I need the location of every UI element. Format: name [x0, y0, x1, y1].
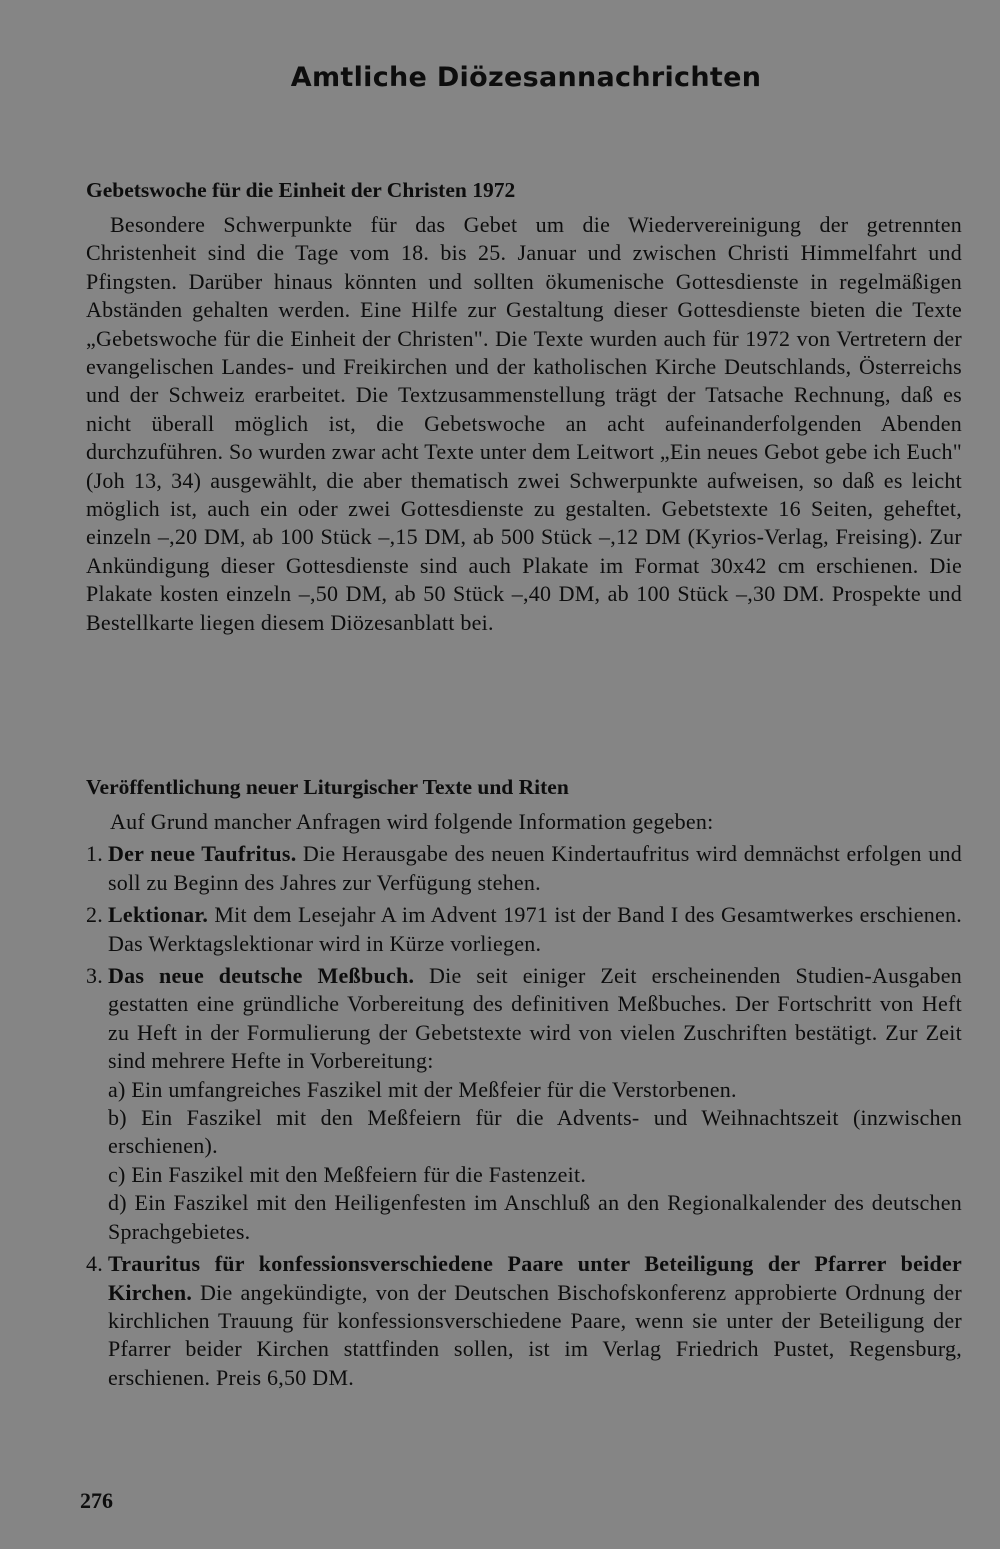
sub-item: b) Ein Faszikel mit den Meßfeiern für die Advents- und Weihnachtszeit (inzwischen erschienen). [108, 1105, 962, 1159]
item-text: Die angekündigte, von der Deutschen Bischofskonferenz approbierte Ordnung der kirchlichen Trauung für konfessionsverschiedene Paare, wenn sie unter der Beteiligung der Pfarrer beider Kirchen stattfinden sollen, ist im Verlag Friedrich Pustet, Regensburg, erschienen. Preis 6,50 DM. [108, 1279, 962, 1390]
section-heading: Veröffentlichung neuer Liturgischer Texte und Riten [86, 775, 569, 799]
section-heading: Gebetswoche für die Einheit der Christen 1972 [86, 178, 516, 202]
item-text: Mit dem Lesejahr A im Advent 1971 ist der Band I des Gesamtwerkes erschienen. Das Werktagslektionar wird in Kürze vorliegen. [108, 902, 962, 956]
list-item-trauritus [86, 1250, 962, 1392]
section-paragraph: Besondere Schwerpunkte für das Gebet um die Wiedervereinigung der getrennten Christenheit sind die Tage vom 18. bis 25. Januar und zwischen Christi Himmelfahrt und Pfingsten. Darüber hinaus könnten und sollten ökumenische Gottesdienste in regelmäßigen Abständen gehalten werden. Eine Hilfe zur Gestaltung dieser Gottesdienste bieten die Texte „Gebetswoche für die Einheit der Christen". Die Texte wurden auch für 1972 von Vertretern der evangelischen Landes- und Freikirchen und der katholischen Kirche Deutschlands, Österreichs und der Schweiz erarbeitet. Die Textzusammenstellung trägt der Tatsache Rechnung, daß es nicht überall möglich ist, die Gebetswoche an acht aufeinanderfolgenden Abenden durchzuführen. So wurden zwar acht Texte unter dem Leitwort „Ein neues Gebot gebe ich Euch" (Joh 13, 34) ausgewählt, die aber thematisch zwei Schwerpunkte aufweisen, so daß es leicht möglich ist, auch ein oder zwei Gottesdienste zu gestalten. Gebetstexte 16 Seiten, geheftet, einzeln –,20 DM, ab 100 Stück –,15 DM, ab 500 Stück –,12 DM (Kyrios-Verlag, Freising). Zur Ankündigung dieser Gottesdienste sind auch Plakate im Format 30x42 cm erschienen. Die Plakate kosten einzeln –,50 DM, ab 50 Stück –,40 DM, ab 100 Stück –,30 DM. Prospekte und Bestellkarte liegen diesem Diözesanblatt bei. [86, 212, 962, 635]
sub-item: a) Ein umfangreiches Faszikel mit der Meßfeier für die Verstorbenen. [108, 1076, 737, 1102]
page-number: 276 [80, 1488, 113, 1513]
item-title: Trauritus für konfessionsverschiedene Paare unter Beteiligung der Pfarrer beider Kirchen. [108, 1251, 962, 1305]
sub-item: c) Ein Faszikel mit den Meßfeiern für die Fastenzeit. [108, 1161, 587, 1187]
list-item-lektionar [86, 901, 962, 958]
item-number: 1. [86, 841, 103, 867]
item-title: Lektionar. [108, 902, 209, 928]
item-number: 2. [86, 902, 103, 928]
list-item-messbuch [86, 962, 962, 1246]
item-number: 4. [86, 1251, 103, 1277]
section-intro: Auf Grund mancher Anfragen wird folgende Information gegeben: [110, 809, 714, 834]
item-title: Das neue deutsche Meßbuch. [108, 963, 415, 989]
section-liturgische-texte [86, 773, 962, 1392]
item-text: Die seit einiger Zeit erscheinenden Studien-Ausgaben gestatten eine gründliche Vorbereitung des definitiven Meßbuches. Der Fortschritt von Heft zu Heft in der Formulierung der Gebetstexte wird von vielen Zuschriften bestätigt. Zur Zeit sind mehrere Hefte in Vorbereitung: [108, 963, 962, 1074]
sub-item: d) Ein Faszikel mit den Heiligenfesten im Anschluß an den Regionalkalender des deutschen Sprachgebietes. [108, 1190, 962, 1244]
item-number: 3. [86, 963, 103, 989]
page-title: Amtliche Diözesannachrichten [290, 62, 762, 93]
section-gebetswoche [86, 176, 962, 637]
list-item-taufritus [86, 840, 962, 897]
info-list [86, 840, 962, 1392]
item-text: Die Herausgabe des neuen Kindertaufritus wird demnächst erfolgen und soll zu Beginn des Jahres zur Verfügung stehen. [108, 841, 962, 895]
item-title: Der neue Taufritus. [108, 841, 297, 867]
